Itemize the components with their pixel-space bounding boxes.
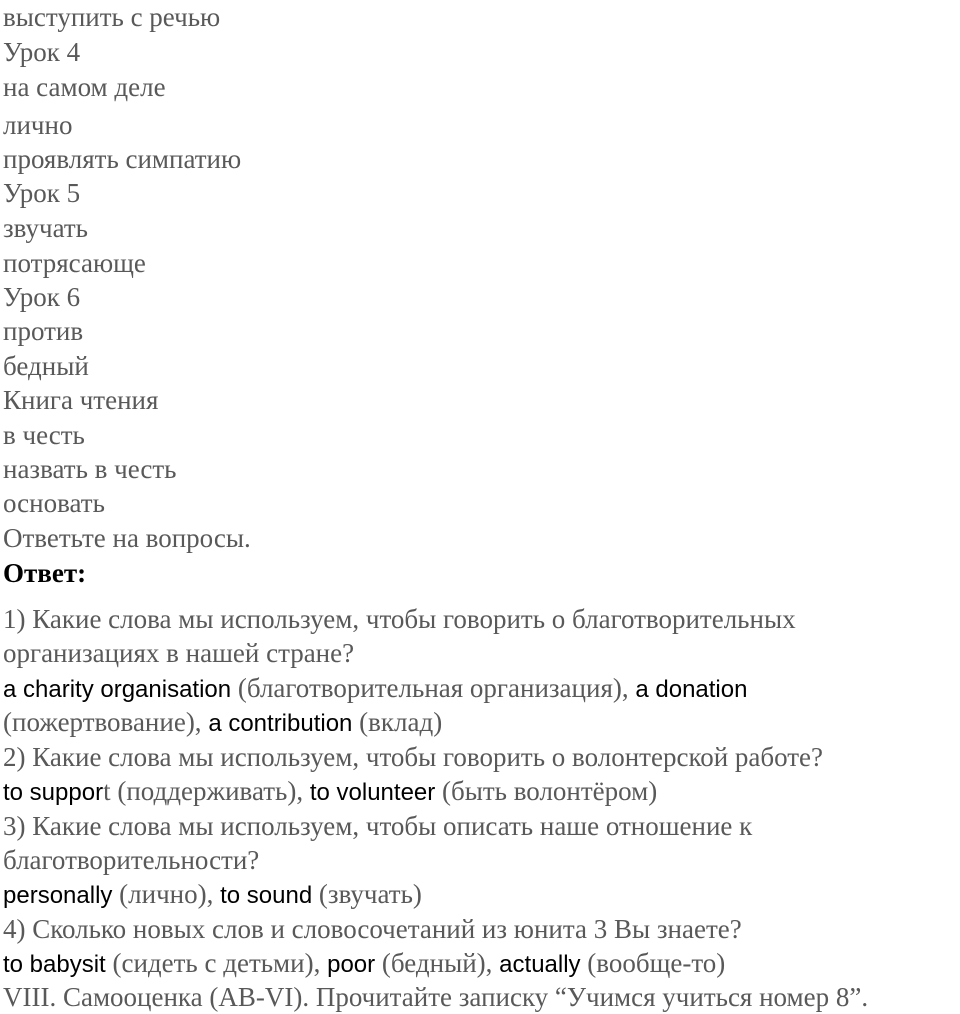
answer-translation: (благотворительная организация), bbox=[231, 673, 636, 703]
question-3-line-1: 3) Какие слова мы используем, чтобы описать наше отношение к bbox=[3, 811, 753, 841]
vocab-line: звучать bbox=[3, 213, 88, 243]
answer-translation: (лично), bbox=[112, 879, 221, 909]
answer-term: personally bbox=[3, 882, 113, 909]
answer-4-line-1 bbox=[3, 946, 725, 982]
lesson-heading: Урок 5 bbox=[3, 178, 81, 208]
answer-3-line-1 bbox=[3, 877, 422, 913]
answer-translation: (вообще-то) bbox=[580, 948, 726, 978]
answer-translation: (пожертвование), bbox=[3, 707, 209, 737]
question-1-line-2: организациях в нашей стране? bbox=[3, 638, 355, 668]
answer-translation: (сидеть с детьми), bbox=[105, 948, 328, 978]
section-heading: Книга чтения bbox=[3, 385, 159, 415]
answer-term: a donation bbox=[635, 676, 748, 703]
answer-term: to babysit bbox=[3, 951, 106, 978]
vocab-line: бедный bbox=[3, 351, 89, 381]
answer-1-line-1 bbox=[3, 671, 747, 707]
vocab-line: проявлять симпатию bbox=[3, 144, 242, 174]
vocab-line: выступить с речью bbox=[3, 2, 221, 32]
answer-term: to sound bbox=[220, 882, 313, 909]
answer-term: a contribution bbox=[208, 710, 353, 737]
question-2-line-1: 2) Какие слова мы используем, чтобы говорить о волонтерской работе? bbox=[3, 742, 824, 772]
question-4-line-1: 4) Сколько новых слов и словосочетаний из юнита 3 Вы знаете? bbox=[3, 914, 742, 944]
answer-label: Ответ: bbox=[3, 558, 87, 588]
answer-term: to volunteer bbox=[309, 779, 436, 806]
task-instruction: Ответьте на вопросы. bbox=[3, 523, 251, 553]
answer-translation: t (поддерживать), bbox=[103, 776, 310, 806]
vocab-line: потрясающе bbox=[3, 248, 146, 278]
answer-term: to suppor bbox=[3, 779, 104, 806]
lesson-heading: Урок 4 bbox=[3, 37, 81, 67]
answer-term: actually bbox=[499, 951, 581, 978]
answer-1-line-2 bbox=[3, 705, 442, 741]
answer-translation: (бедный), bbox=[375, 948, 500, 978]
answer-translation: (быть волонтёром) bbox=[435, 776, 658, 806]
vocab-line: основать bbox=[3, 488, 105, 518]
vocab-line: лично bbox=[3, 110, 73, 140]
section-viii-instruction: VIII. Самооценка (AB-VI). Прочитайте записку “Учимся учиться номер 8”. bbox=[3, 982, 869, 1012]
question-1-line-1: 1) Какие слова мы используем, чтобы говорить о благотворительных bbox=[3, 604, 796, 634]
answer-term: a charity organisation bbox=[3, 676, 232, 703]
answer-translation: (звучать) bbox=[312, 879, 422, 909]
answer-translation: (вклад) bbox=[352, 707, 443, 737]
lesson-heading: Урок 6 bbox=[3, 282, 81, 312]
question-3-line-2: благотворительности? bbox=[3, 845, 260, 875]
vocab-line: на самом деле bbox=[3, 72, 166, 102]
vocab-line: назвать в честь bbox=[3, 454, 177, 484]
answer-term: poor bbox=[327, 951, 376, 978]
vocab-line: против bbox=[3, 316, 84, 346]
vocab-line: в честь bbox=[3, 420, 85, 450]
answer-2-line-1 bbox=[3, 774, 657, 810]
